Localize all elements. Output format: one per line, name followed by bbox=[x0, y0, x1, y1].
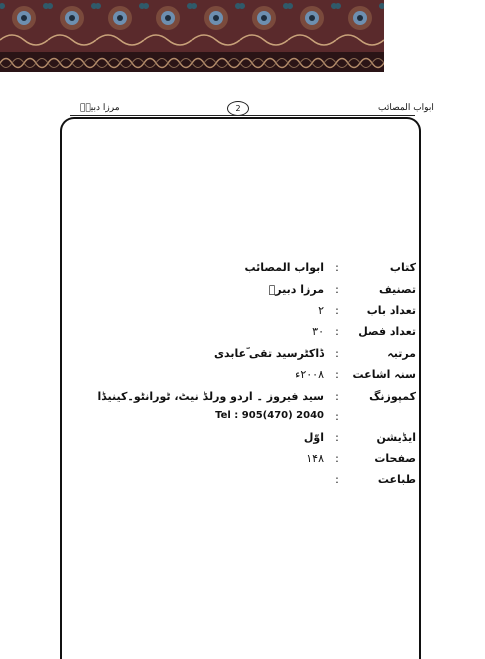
decorative-banner bbox=[0, 0, 384, 72]
detail-value: ڈاکٹرسید تقی ؔعابدی bbox=[213, 347, 324, 360]
detail-value: ۱۴۸ bbox=[306, 452, 324, 465]
detail-value: ابواب المصائب bbox=[244, 261, 324, 274]
detail-colon: : bbox=[335, 390, 339, 403]
detail-label: تعداد باب bbox=[366, 304, 416, 317]
detail-row bbox=[116, 283, 416, 299]
detail-colon: : bbox=[335, 347, 339, 360]
header-book-title: ابواب المصائب bbox=[378, 103, 434, 113]
detail-value: ۲۰۰۸ء bbox=[295, 368, 324, 381]
header-divider bbox=[70, 115, 415, 116]
detail-colon: : bbox=[335, 325, 339, 338]
page-frame bbox=[60, 117, 421, 659]
detail-value: مرزا دبیرؔ bbox=[268, 283, 324, 296]
detail-label: طباعت bbox=[377, 473, 416, 486]
detail-row bbox=[116, 452, 416, 468]
header-author: مرزا دبیرؔ bbox=[80, 103, 120, 113]
detail-value: اوّل bbox=[303, 431, 324, 444]
detail-value: سید فیروز ۔ اردو ورلڈ نیٹ، ٹورانٹو۔کینیڈا bbox=[97, 390, 324, 403]
detail-colon: : bbox=[335, 368, 339, 381]
detail-value: ۳۰ bbox=[312, 325, 324, 338]
detail-label: مرتبہ bbox=[387, 347, 416, 360]
detail-label: تصنیف bbox=[378, 283, 416, 296]
detail-label: تعداد فصل bbox=[358, 325, 416, 338]
detail-value: ۲ bbox=[318, 304, 324, 317]
detail-row bbox=[116, 368, 416, 384]
detail-colon: : bbox=[335, 304, 339, 317]
detail-label: صفحات bbox=[374, 452, 416, 465]
detail-row bbox=[116, 304, 416, 320]
detail-row bbox=[116, 347, 416, 363]
detail-row bbox=[97, 390, 416, 406]
detail-row bbox=[116, 325, 416, 341]
detail-colon: : bbox=[335, 431, 339, 444]
detail-row bbox=[116, 473, 416, 489]
detail-colon: : bbox=[335, 452, 339, 465]
detail-colon: : bbox=[335, 410, 339, 423]
detail-colon: : bbox=[335, 261, 339, 274]
detail-label: کمپوزنگ bbox=[369, 390, 416, 403]
detail-row bbox=[116, 410, 416, 426]
detail-value: Tel : 905(470) 2040 bbox=[215, 410, 324, 421]
detail-colon: : bbox=[335, 473, 339, 486]
detail-label: کتاب bbox=[389, 261, 416, 274]
ornament-pattern bbox=[0, 0, 384, 72]
page-number: 2 bbox=[227, 101, 249, 116]
detail-row bbox=[116, 431, 416, 447]
detail-colon: : bbox=[335, 283, 339, 296]
detail-label: ایڈیشن bbox=[376, 431, 416, 444]
detail-label: سنہ اشاعت bbox=[352, 368, 416, 381]
detail-row bbox=[116, 261, 416, 277]
